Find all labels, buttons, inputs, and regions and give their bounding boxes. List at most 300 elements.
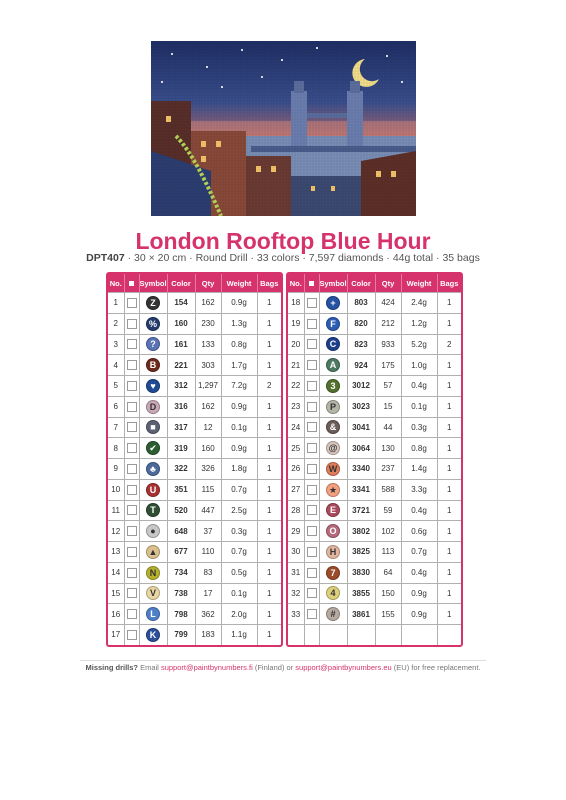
product-code: DPT407 bbox=[86, 252, 125, 264]
color-cell: 154 bbox=[167, 293, 195, 314]
weight-cell: 5.2g bbox=[401, 334, 437, 355]
symbol-cell bbox=[139, 479, 167, 500]
qty-cell: 133 bbox=[195, 334, 221, 355]
weight-cell: 0.8g bbox=[401, 438, 437, 459]
color-cell: 351 bbox=[167, 479, 195, 500]
bags-cell: 1 bbox=[437, 417, 461, 438]
bags-cell: 1 bbox=[257, 334, 281, 355]
symbol-icon: B bbox=[146, 358, 160, 372]
header-weight: Weight bbox=[221, 274, 257, 293]
weight-cell: 0.4g bbox=[401, 376, 437, 397]
symbol-icon: U bbox=[146, 483, 160, 497]
row-checkbox[interactable] bbox=[127, 381, 137, 391]
no-cell: 30 bbox=[288, 542, 304, 563]
header-weight: Weight bbox=[401, 274, 437, 293]
no-cell: 27 bbox=[288, 479, 304, 500]
color-cell: 221 bbox=[167, 355, 195, 376]
weight-cell: 0.1g bbox=[221, 583, 257, 604]
table-row bbox=[108, 396, 281, 417]
weight-cell: 0.3g bbox=[221, 521, 257, 542]
check-cell bbox=[304, 293, 319, 314]
header-no: No. bbox=[108, 274, 124, 293]
legend-table-right-container bbox=[286, 272, 463, 647]
table-row bbox=[288, 604, 461, 625]
weight-cell: 2.5g bbox=[221, 500, 257, 521]
check-cell bbox=[124, 417, 139, 438]
no-cell: 29 bbox=[288, 521, 304, 542]
color-cell: 322 bbox=[167, 459, 195, 480]
symbol-cell bbox=[319, 376, 347, 397]
footer-text-1: Email bbox=[138, 663, 161, 672]
table-row bbox=[288, 542, 461, 563]
footer-email-finland[interactable]: support@paintbynumbers.fi bbox=[160, 663, 253, 672]
table-row bbox=[288, 334, 461, 355]
table-header-row bbox=[108, 274, 281, 293]
qty-cell: 59 bbox=[375, 500, 401, 521]
empty-cell bbox=[347, 625, 375, 645]
no-cell: 16 bbox=[108, 604, 124, 625]
table-row bbox=[288, 355, 461, 376]
symbol-cell bbox=[139, 562, 167, 583]
symbol-cell bbox=[319, 521, 347, 542]
color-cell: 520 bbox=[167, 500, 195, 521]
symbol-cell bbox=[319, 479, 347, 500]
header-color: Color bbox=[167, 274, 195, 293]
bags-cell: 1 bbox=[257, 355, 281, 376]
table-row bbox=[108, 562, 281, 583]
symbol-cell bbox=[139, 334, 167, 355]
bags-cell: 1 bbox=[257, 562, 281, 583]
table-row bbox=[108, 313, 281, 334]
row-checkbox[interactable] bbox=[307, 547, 317, 557]
empty-cell bbox=[304, 625, 319, 645]
bags-cell: 1 bbox=[257, 500, 281, 521]
symbol-icon: # bbox=[326, 607, 340, 621]
symbol-cell bbox=[319, 583, 347, 604]
table-row bbox=[288, 459, 461, 480]
check-cell bbox=[304, 438, 319, 459]
bags-cell: 1 bbox=[257, 583, 281, 604]
color-cell: 3341 bbox=[347, 479, 375, 500]
table-row bbox=[108, 625, 281, 645]
qty-cell: 130 bbox=[375, 438, 401, 459]
page-title: London Rooftop Blue Hour bbox=[135, 228, 431, 254]
row-checkbox[interactable] bbox=[307, 422, 317, 432]
qty-cell: 183 bbox=[195, 625, 221, 645]
qty-cell: 115 bbox=[195, 479, 221, 500]
color-cell: 924 bbox=[347, 355, 375, 376]
table-row bbox=[288, 417, 461, 438]
row-checkbox[interactable] bbox=[307, 464, 317, 474]
check-cell bbox=[124, 438, 139, 459]
symbol-cell bbox=[319, 396, 347, 417]
weight-cell: 0.3g bbox=[401, 417, 437, 438]
qty-cell: 17 bbox=[195, 583, 221, 604]
table-row bbox=[288, 521, 461, 542]
bags-cell: 1 bbox=[437, 459, 461, 480]
table-row bbox=[108, 334, 281, 355]
table-row bbox=[108, 583, 281, 604]
symbol-cell bbox=[319, 293, 347, 314]
weight-cell: 1.1g bbox=[221, 625, 257, 645]
weight-cell: 1.8g bbox=[221, 459, 257, 480]
artwork-image bbox=[151, 41, 416, 216]
table-row bbox=[288, 562, 461, 583]
no-cell: 15 bbox=[108, 583, 124, 604]
symbol-cell bbox=[319, 334, 347, 355]
row-checkbox[interactable] bbox=[307, 609, 317, 619]
row-checkbox[interactable] bbox=[307, 319, 317, 329]
no-cell: 9 bbox=[108, 459, 124, 480]
symbol-cell bbox=[319, 542, 347, 563]
check-cell bbox=[124, 459, 139, 480]
weight-cell: 1.0g bbox=[401, 355, 437, 376]
bags-cell: 1 bbox=[437, 542, 461, 563]
bags-cell: 1 bbox=[437, 313, 461, 334]
row-checkbox[interactable] bbox=[127, 339, 137, 349]
footer-text-3: (EU) for free replacement. bbox=[391, 663, 481, 672]
symbol-icon: W bbox=[326, 462, 340, 476]
table-row bbox=[108, 479, 281, 500]
color-cell: 820 bbox=[347, 313, 375, 334]
empty-cell bbox=[288, 625, 304, 645]
symbol-icon: ? bbox=[146, 337, 160, 351]
no-cell: 8 bbox=[108, 438, 124, 459]
bags-cell: 1 bbox=[437, 521, 461, 542]
row-checkbox[interactable] bbox=[307, 402, 317, 412]
weight-cell: 0.7g bbox=[221, 542, 257, 563]
no-cell: 20 bbox=[288, 334, 304, 355]
no-cell: 22 bbox=[288, 376, 304, 397]
table-row bbox=[108, 376, 281, 397]
row-checkbox[interactable] bbox=[127, 568, 137, 578]
weight-cell: 0.7g bbox=[221, 479, 257, 500]
check-cell bbox=[304, 417, 319, 438]
color-cell: 3023 bbox=[347, 396, 375, 417]
qty-cell: 113 bbox=[375, 542, 401, 563]
row-checkbox[interactable] bbox=[127, 609, 137, 619]
no-cell: 10 bbox=[108, 479, 124, 500]
symbol-cell bbox=[139, 459, 167, 480]
no-cell: 18 bbox=[288, 293, 304, 314]
color-cell: 648 bbox=[167, 521, 195, 542]
qty-cell: 15 bbox=[375, 396, 401, 417]
bags-cell: 1 bbox=[437, 583, 461, 604]
symbol-icon: 7 bbox=[326, 566, 340, 580]
symbol-icon: ● bbox=[146, 524, 160, 538]
row-checkbox[interactable] bbox=[127, 505, 137, 515]
color-cell: 160 bbox=[167, 313, 195, 334]
bags-cell: 1 bbox=[257, 604, 281, 625]
no-cell: 3 bbox=[108, 334, 124, 355]
table-row bbox=[108, 459, 281, 480]
symbol-icon: P bbox=[326, 400, 340, 414]
color-cell: 798 bbox=[167, 604, 195, 625]
symbol-cell bbox=[139, 583, 167, 604]
no-cell: 6 bbox=[108, 396, 124, 417]
no-cell: 33 bbox=[288, 604, 304, 625]
qty-cell: 12 bbox=[195, 417, 221, 438]
bags-cell: 1 bbox=[257, 293, 281, 314]
check-cell bbox=[124, 521, 139, 542]
symbol-cell bbox=[139, 293, 167, 314]
row-checkbox[interactable] bbox=[307, 381, 317, 391]
check-cell bbox=[304, 542, 319, 563]
symbol-cell bbox=[139, 376, 167, 397]
row-checkbox[interactable] bbox=[127, 464, 137, 474]
color-cell: 734 bbox=[167, 562, 195, 583]
bags-cell: 1 bbox=[257, 521, 281, 542]
table-row bbox=[108, 438, 281, 459]
bags-cell: 2 bbox=[437, 334, 461, 355]
symbol-icon: % bbox=[146, 317, 160, 331]
check-cell bbox=[124, 500, 139, 521]
header-bags: Bags bbox=[437, 274, 461, 293]
bags-cell: 1 bbox=[257, 313, 281, 334]
table-row bbox=[288, 583, 461, 604]
symbol-icon: H bbox=[326, 545, 340, 559]
symbol-cell bbox=[139, 604, 167, 625]
color-cell: 3340 bbox=[347, 459, 375, 480]
symbol-icon: D bbox=[146, 400, 160, 414]
qty-cell: 155 bbox=[375, 604, 401, 625]
empty-cell bbox=[319, 625, 347, 645]
color-cell: 317 bbox=[167, 417, 195, 438]
row-checkbox[interactable] bbox=[127, 485, 137, 495]
symbol-cell bbox=[319, 459, 347, 480]
bags-cell: 1 bbox=[257, 459, 281, 480]
check-cell bbox=[124, 334, 139, 355]
symbol-icon: O bbox=[326, 524, 340, 538]
table-header-row bbox=[288, 274, 461, 293]
check-cell bbox=[124, 313, 139, 334]
row-checkbox[interactable] bbox=[307, 339, 317, 349]
weight-cell: 3.3g bbox=[401, 479, 437, 500]
check-cell bbox=[124, 625, 139, 645]
qty-cell: 237 bbox=[375, 459, 401, 480]
no-cell: 23 bbox=[288, 396, 304, 417]
row-checkbox[interactable] bbox=[127, 319, 137, 329]
row-checkbox[interactable] bbox=[307, 443, 317, 453]
symbol-icon: Z bbox=[146, 296, 160, 310]
no-cell: 21 bbox=[288, 355, 304, 376]
header-color: Color bbox=[347, 274, 375, 293]
check-cell bbox=[304, 459, 319, 480]
no-cell: 13 bbox=[108, 542, 124, 563]
check-cell bbox=[124, 293, 139, 314]
check-cell bbox=[124, 562, 139, 583]
header-bags: Bags bbox=[257, 274, 281, 293]
weight-cell: 0.5g bbox=[221, 562, 257, 583]
symbol-icon: ♥ bbox=[146, 379, 160, 393]
check-cell bbox=[304, 355, 319, 376]
qty-cell: 64 bbox=[375, 562, 401, 583]
symbol-icon: L bbox=[146, 607, 160, 621]
weight-cell: 2.0g bbox=[221, 604, 257, 625]
no-cell: 2 bbox=[108, 313, 124, 334]
color-cell: 3861 bbox=[347, 604, 375, 625]
row-checkbox[interactable] bbox=[127, 588, 137, 598]
symbol-icon: F bbox=[326, 317, 340, 331]
weight-cell: 2.4g bbox=[401, 293, 437, 314]
row-checkbox[interactable] bbox=[127, 443, 137, 453]
weight-cell: 0.7g bbox=[401, 542, 437, 563]
qty-cell: 150 bbox=[375, 583, 401, 604]
no-cell: 26 bbox=[288, 459, 304, 480]
qty-cell: 303 bbox=[195, 355, 221, 376]
bags-cell: 1 bbox=[437, 604, 461, 625]
row-checkbox[interactable] bbox=[307, 526, 317, 536]
weight-cell: 0.9g bbox=[401, 583, 437, 604]
symbol-icon: ■ bbox=[146, 420, 160, 434]
row-checkbox[interactable] bbox=[307, 485, 317, 495]
qty-cell: 326 bbox=[195, 459, 221, 480]
symbol-icon: N bbox=[146, 566, 160, 580]
symbol-icon: & bbox=[326, 420, 340, 434]
symbol-icon: ✔ bbox=[146, 441, 160, 455]
symbol-icon: ♣ bbox=[146, 462, 160, 476]
qty-cell: 102 bbox=[375, 521, 401, 542]
symbol-cell bbox=[139, 396, 167, 417]
footer-lead: Missing drills? bbox=[85, 663, 139, 672]
empty-row bbox=[288, 625, 461, 645]
row-checkbox[interactable] bbox=[307, 568, 317, 578]
table-row bbox=[288, 479, 461, 500]
header-check-icon bbox=[129, 281, 134, 286]
check-cell bbox=[304, 396, 319, 417]
color-cell: 3830 bbox=[347, 562, 375, 583]
color-cell: 3825 bbox=[347, 542, 375, 563]
color-cell: 316 bbox=[167, 396, 195, 417]
symbol-cell bbox=[139, 625, 167, 645]
row-checkbox[interactable] bbox=[127, 526, 137, 536]
product-subtitle bbox=[0, 251, 566, 265]
qty-cell: 110 bbox=[195, 542, 221, 563]
weight-cell: 0.4g bbox=[401, 500, 437, 521]
table-row bbox=[288, 313, 461, 334]
check-cell bbox=[124, 583, 139, 604]
symbol-cell bbox=[139, 438, 167, 459]
no-cell: 7 bbox=[108, 417, 124, 438]
table-row bbox=[288, 438, 461, 459]
color-cell: 3064 bbox=[347, 438, 375, 459]
weight-cell: 0.1g bbox=[401, 396, 437, 417]
no-cell: 25 bbox=[288, 438, 304, 459]
table-row bbox=[108, 542, 281, 563]
symbol-icon: 3 bbox=[326, 379, 340, 393]
no-cell: 12 bbox=[108, 521, 124, 542]
qty-cell: 37 bbox=[195, 521, 221, 542]
color-legend-table-right bbox=[288, 274, 461, 645]
bags-cell: 1 bbox=[437, 355, 461, 376]
row-checkbox[interactable] bbox=[127, 630, 137, 640]
qty-cell: 933 bbox=[375, 334, 401, 355]
bags-cell: 1 bbox=[437, 438, 461, 459]
row-checkbox[interactable] bbox=[127, 422, 137, 432]
color-cell: 803 bbox=[347, 293, 375, 314]
color-cell: 319 bbox=[167, 438, 195, 459]
qty-cell: 212 bbox=[375, 313, 401, 334]
empty-cell bbox=[437, 625, 461, 645]
row-checkbox[interactable] bbox=[127, 360, 137, 370]
symbol-cell bbox=[319, 313, 347, 334]
table-row bbox=[108, 604, 281, 625]
qty-cell: 230 bbox=[195, 313, 221, 334]
color-cell: 3721 bbox=[347, 500, 375, 521]
header-qty: Qty bbox=[375, 274, 401, 293]
header-no: No. bbox=[288, 274, 304, 293]
no-cell: 28 bbox=[288, 500, 304, 521]
color-cell: 3041 bbox=[347, 417, 375, 438]
symbol-icon: 4 bbox=[326, 586, 340, 600]
symbol-icon: T bbox=[146, 503, 160, 517]
weight-cell: 0.8g bbox=[221, 334, 257, 355]
check-cell bbox=[304, 479, 319, 500]
row-checkbox[interactable] bbox=[307, 298, 317, 308]
check-cell bbox=[304, 562, 319, 583]
bags-cell: 1 bbox=[257, 438, 281, 459]
table-row bbox=[108, 293, 281, 314]
symbol-cell bbox=[139, 417, 167, 438]
weight-cell: 0.9g bbox=[221, 396, 257, 417]
row-checkbox[interactable] bbox=[127, 298, 137, 308]
color-cell: 3802 bbox=[347, 521, 375, 542]
legend-table-left-container bbox=[106, 272, 283, 647]
row-checkbox[interactable] bbox=[307, 588, 317, 598]
empty-cell bbox=[401, 625, 437, 645]
check-cell bbox=[124, 396, 139, 417]
row-checkbox[interactable] bbox=[307, 505, 317, 515]
symbol-cell bbox=[319, 500, 347, 521]
color-cell: 3855 bbox=[347, 583, 375, 604]
product-details: · 30 × 20 cm · Round Drill · 33 colors · 7,597 diamonds · 44g total · 35 bags bbox=[124, 252, 480, 264]
bags-cell: 1 bbox=[257, 479, 281, 500]
color-cell: 799 bbox=[167, 625, 195, 645]
header-check bbox=[124, 274, 139, 293]
symbol-cell bbox=[319, 562, 347, 583]
row-checkbox[interactable] bbox=[127, 402, 137, 412]
check-cell bbox=[304, 583, 319, 604]
bags-cell: 2 bbox=[257, 376, 281, 397]
row-checkbox[interactable] bbox=[307, 360, 317, 370]
symbol-cell bbox=[139, 500, 167, 521]
weight-cell: 0.1g bbox=[221, 417, 257, 438]
header-symbol: Symbol bbox=[319, 274, 347, 293]
footer-divider bbox=[80, 660, 486, 661]
weight-cell: 0.9g bbox=[401, 604, 437, 625]
symbol-icon: ▲ bbox=[146, 545, 160, 559]
no-cell: 14 bbox=[108, 562, 124, 583]
table-row bbox=[288, 500, 461, 521]
symbol-icon: @ bbox=[326, 441, 340, 455]
qty-cell: 1,297 bbox=[195, 376, 221, 397]
weight-cell: 0.6g bbox=[401, 521, 437, 542]
header-symbol: Symbol bbox=[139, 274, 167, 293]
header-check-icon bbox=[309, 281, 314, 286]
row-checkbox[interactable] bbox=[127, 547, 137, 557]
no-cell: 17 bbox=[108, 625, 124, 645]
table-row bbox=[108, 417, 281, 438]
check-cell bbox=[304, 604, 319, 625]
qty-cell: 175 bbox=[375, 355, 401, 376]
bags-cell: 1 bbox=[437, 562, 461, 583]
footer-email-eu[interactable]: support@paintbynumbers.eu bbox=[295, 663, 392, 672]
symbol-icon: ★ bbox=[326, 483, 340, 497]
table-row bbox=[288, 376, 461, 397]
color-cell: 677 bbox=[167, 542, 195, 563]
symbol-cell bbox=[139, 313, 167, 334]
weight-cell: 0.4g bbox=[401, 562, 437, 583]
